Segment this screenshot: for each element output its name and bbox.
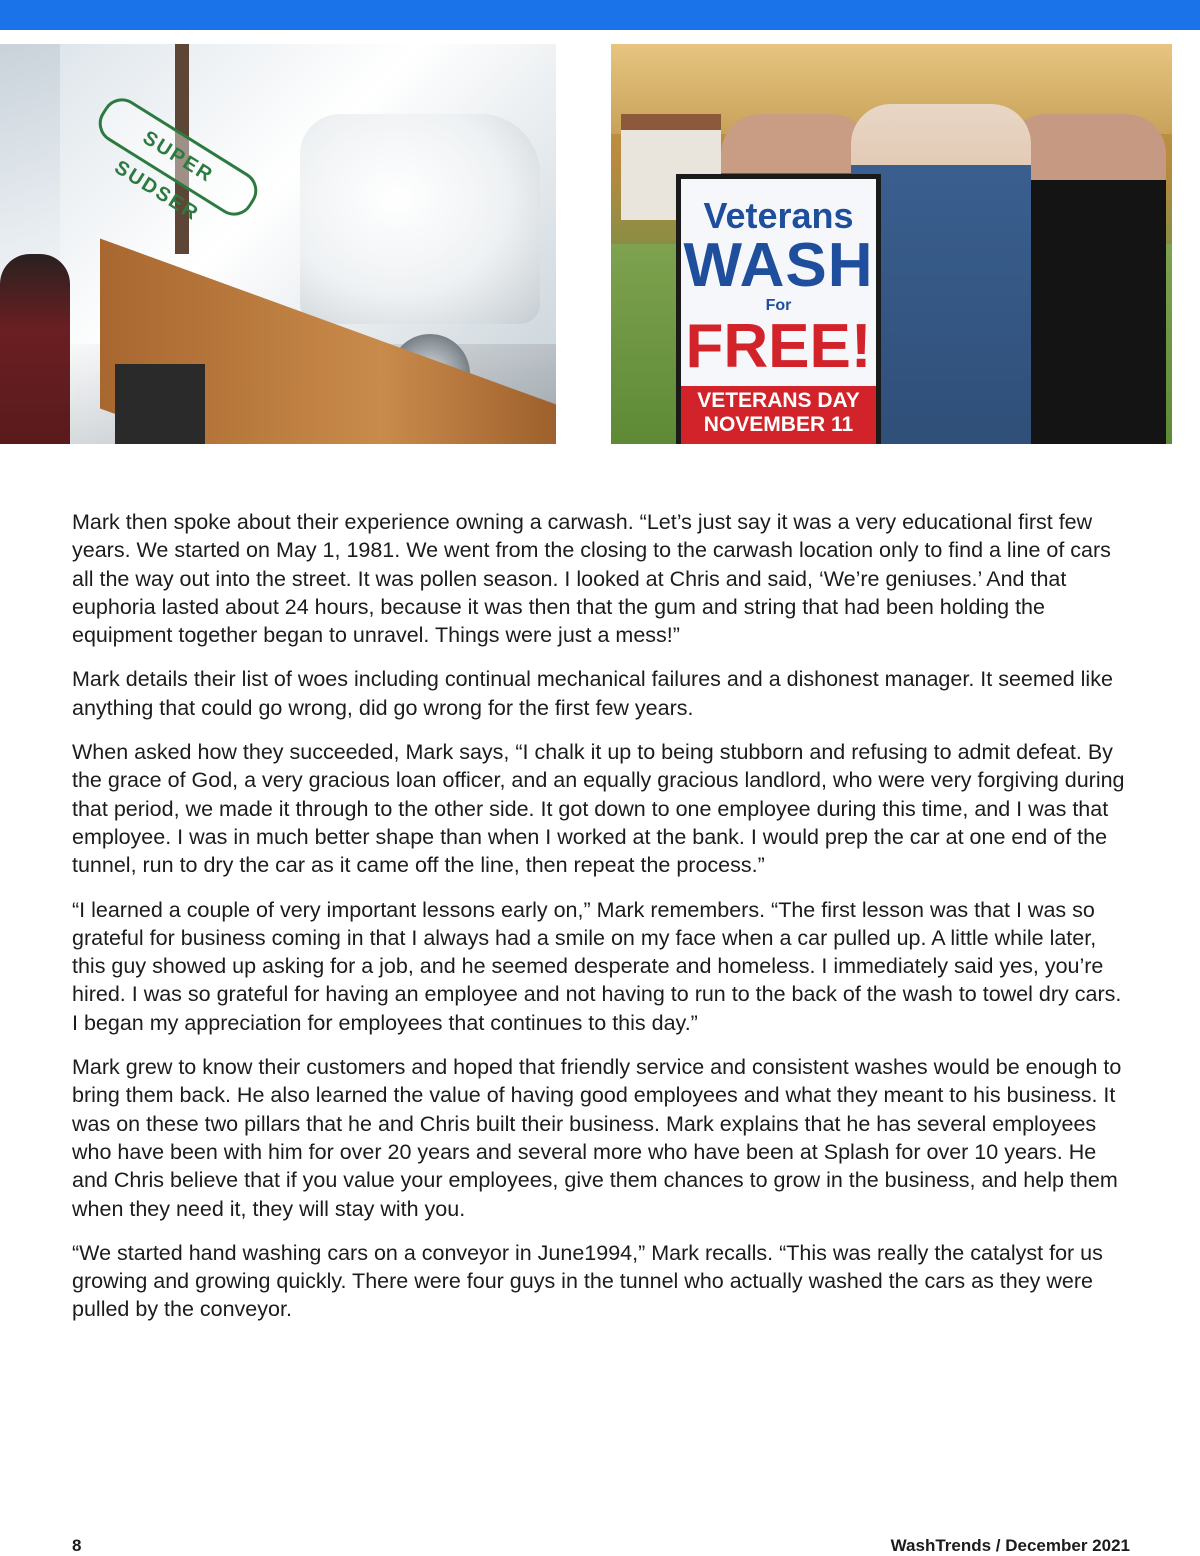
article-paragraph: “We started hand washing cars on a conveyor in June1994,” Mark recalls. “This was really the catalyst for us growing and growing quickly. There were four guys in the tunnel who actually washed the cars as they were pulled by the conveyor. [72,1240,1103,1322]
article-paragraph: Mark details their list of woes including continual mechanical failures and a dishonest manager. It seemed like anything that could go wrong, did go wrong for the first few years. [72,667,1113,720]
counter-cubbies [115,364,205,444]
top-color-bar [0,0,1200,30]
sign-line-for: For [765,297,792,314]
super-sudser-sign: SUPER SUDSER [91,91,265,223]
page-number: 8 [72,1536,82,1555]
sign-line-wash: WASH [683,231,874,300]
foamed-car [300,114,540,324]
publication-footer: WashTrends / December 2021 [890,1536,1130,1555]
sign-face [681,179,876,444]
carwash-tunnel-photo [0,44,556,444]
sign-line-veterans: Veterans [703,195,854,236]
article-paragraph: “I learned a couple of very important lessons early on,” Mark remembers. “The first lesson was that I was so grateful for business coming in that I always had a smile on my face when a car pulled up. A little while later, this guy showed up asking for a job, and he seemed desperate and homeless. I immediately said yes, you’re hired. I was so grateful for having an employee and not having to run to the back of the wash to towel dry cars. I began my appreciation for employees that continues to this day.” [72,897,1122,1035]
article-paragraph: Mark grew to know their customers and hoped that friendly service and consistent washes would be enough to bring them back. He also learned the value of having good employees and what they meant to his business. It was on these two pillars that he and Chris built their business. Mark explains that he has several employees who have been with him for over 20 years and several more who have been at Splash for over 10 years. He and Chris believe that if you value your employees, give them chances to grow in the business, and help them when they need it, they will stay with you. [72,1055,1122,1221]
article-paragraph: Mark then spoke about their experience owning a carwash. “Let’s just say it was a very educational first few years. We started on May 1, 1981. We went from the closing to the carwash location only to find a line of cars all the way out into the street. It was pollen season. I looked at Chris and said, ‘We’re geniuses.’ And that euphoria lasted about 24 hours, because it was then that the gum and string that had been holding the equipment together began to unravel. Things were just a mess!” [72,510,1111,648]
sign-line-free: FREE! [685,312,872,381]
veterans-wash-sign [676,174,881,444]
child-figure [0,254,70,444]
article-body [72,508,1132,1340]
article-paragraph: When asked how they succeeded, Mark says, “I chalk it up to being stubborn and refusing to admit defeat. By the grace of God, a very gracious loan officer, and an equally gracious landlord, who were very forgiving during that period, we made it through to the other side. It got down to one employee during this time, and I was that employee. I was in much better shape than when I worked at the bank. I would prep the car at one end of the tunnel, run to dry the car as it came off the line, then repeat the process.” [72,740,1125,878]
sign-line-veterans-day: VETERANS DAY NOVEMBER 11 [681,386,876,444]
veterans-wash-photo [611,44,1172,444]
